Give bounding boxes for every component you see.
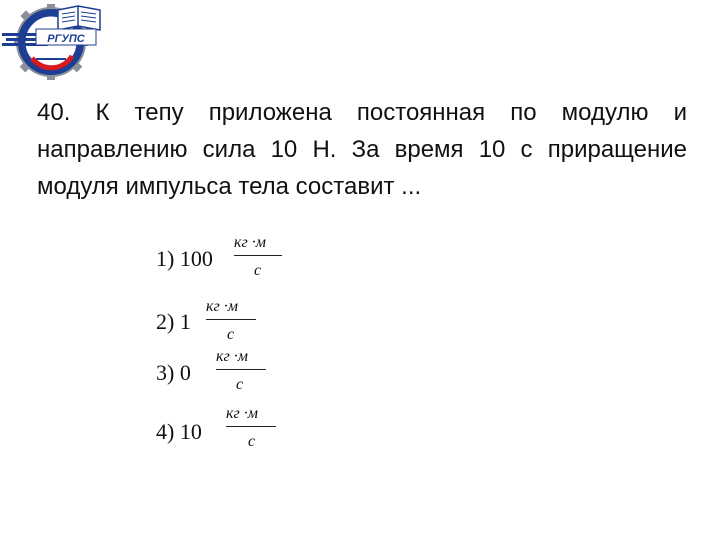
option-label: 3) 0 [156,360,191,385]
question-text: 40. К тепу приложена постоянная по модулю и направлению сила 10 Н. За время 10 с приращение модуля импульса тела составит ... [37,99,687,200]
unit-numerator: кг ·м [206,298,238,315]
option-label: 4) 10 [156,419,202,444]
fraction-bar [226,426,276,427]
fraction-bar [206,319,256,320]
unit-denominator: с [254,262,262,279]
fraction-bar [216,369,266,370]
unit-denominator: с [227,326,235,343]
rgups-emblem-icon [2,0,102,84]
unit-denominator: с [236,376,244,393]
option-label: 1) 100 [156,246,213,271]
unit-numerator: кг ·м [216,348,248,365]
logo-text: РГУПС [47,33,85,45]
unit-denominator: с [248,433,256,450]
unit-numerator: кг ·м [226,405,258,422]
option-label: 2) 1 [156,309,191,334]
unit-numerator: кг ·м [234,234,266,251]
university-logo [2,0,102,84]
fraction-bar [234,255,282,256]
